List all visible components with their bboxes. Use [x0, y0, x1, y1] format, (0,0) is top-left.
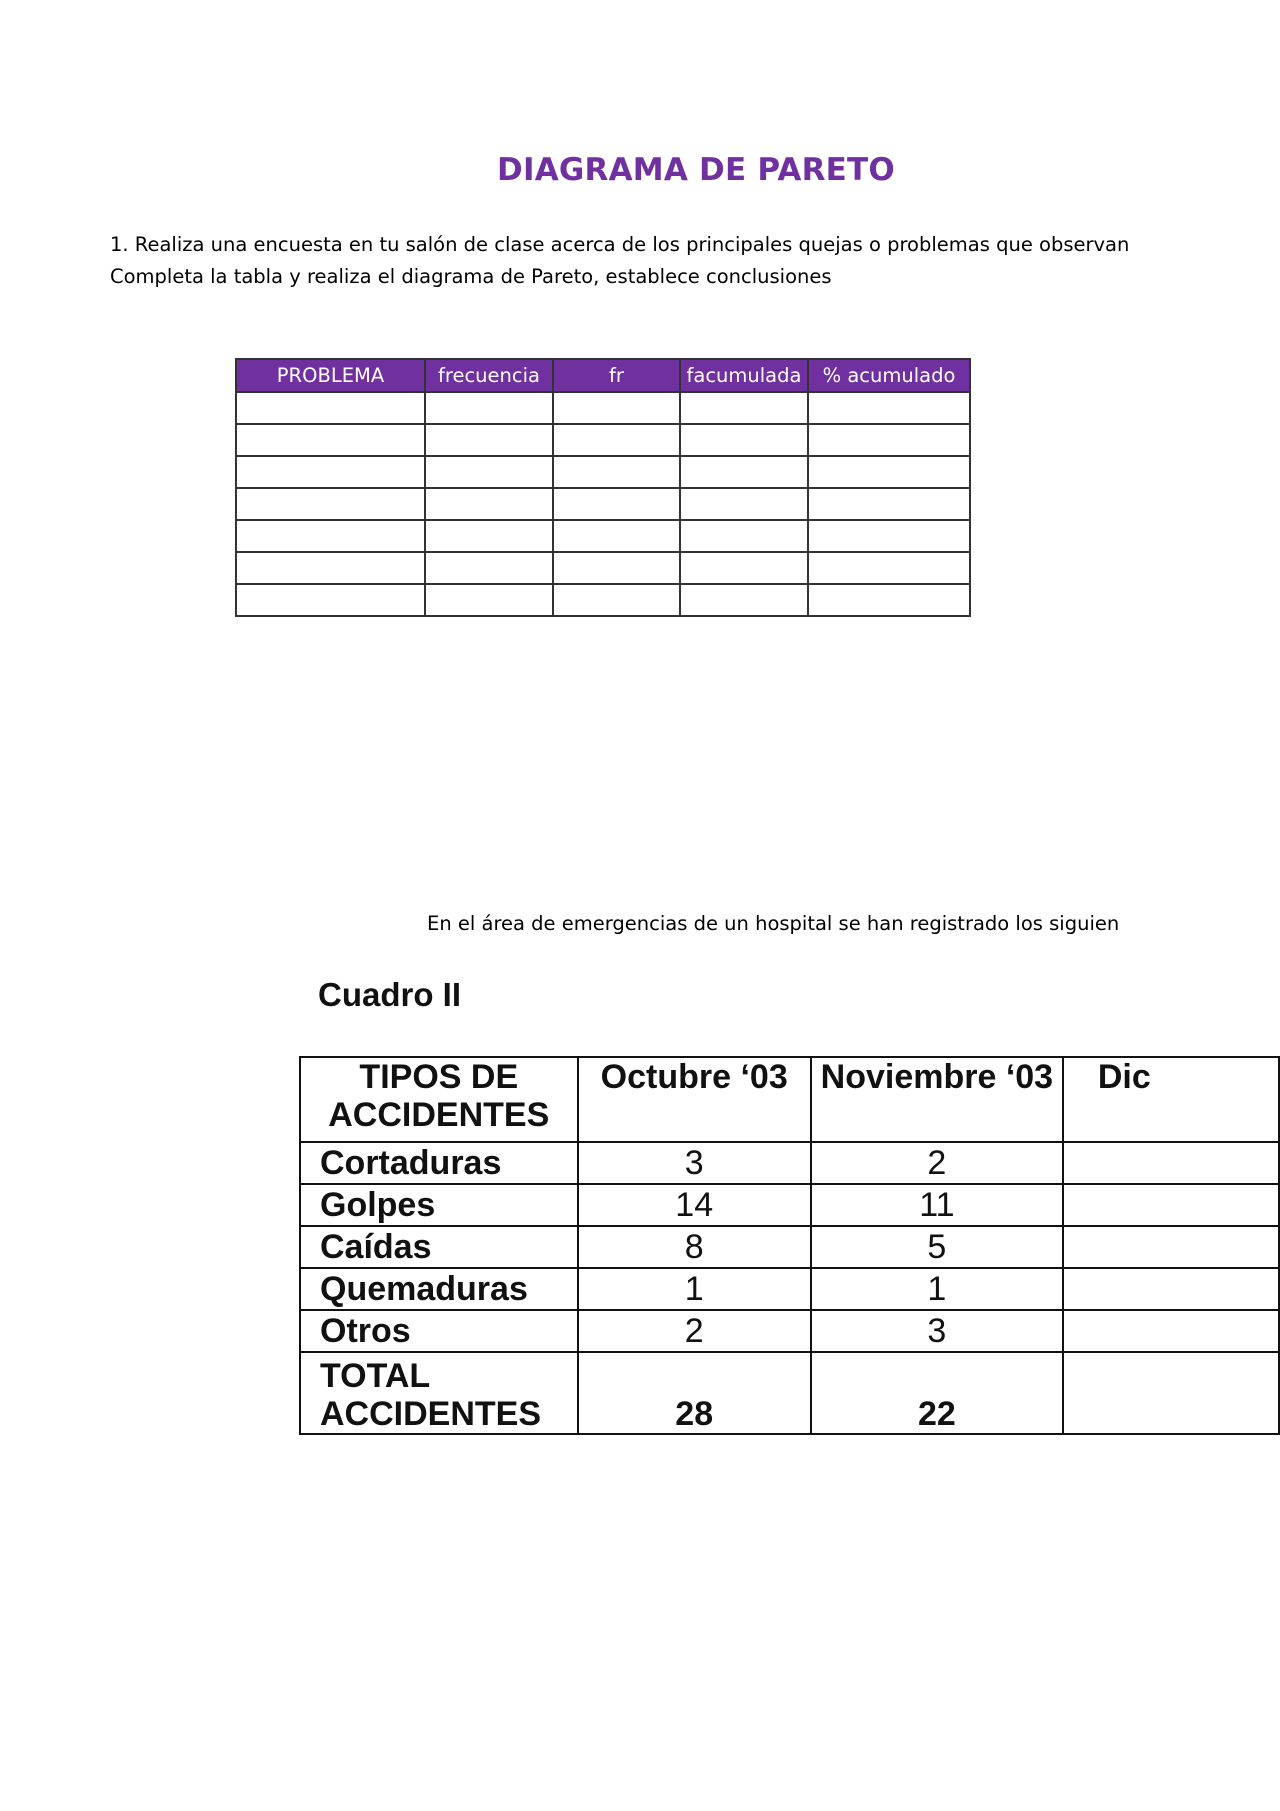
table-cell[interactable] [553, 392, 680, 424]
header-tipos-de-accidentes [300, 1057, 578, 1142]
accident-type: Quemaduras [300, 1268, 578, 1310]
december-value [1063, 1268, 1279, 1310]
table-cell[interactable] [680, 456, 808, 488]
october-value: 3 [578, 1142, 811, 1184]
october-value: 2 [578, 1310, 811, 1352]
accident-type: Caídas [300, 1226, 578, 1268]
table-cell[interactable] [808, 552, 970, 584]
table-cell[interactable] [808, 584, 970, 616]
cuadro-caption: Cuadro II [318, 976, 462, 1013]
frequency-table-header-row [236, 359, 970, 392]
table-cell[interactable] [236, 456, 425, 488]
header-porcentaje-acumulado: % acumulado [808, 359, 970, 392]
total-label [300, 1352, 578, 1434]
table-cell[interactable] [680, 552, 808, 584]
header-fr: fr [553, 359, 680, 392]
accident-type: Cortaduras [300, 1142, 578, 1184]
december-total [1063, 1352, 1279, 1434]
table-row [236, 488, 970, 520]
table-cell[interactable] [680, 520, 808, 552]
table-cell[interactable] [553, 552, 680, 584]
table-row [236, 456, 970, 488]
november-value: 11 [811, 1184, 1063, 1226]
table-row [236, 584, 970, 616]
accident-type: Otros [300, 1310, 578, 1352]
october-total: 28 [578, 1352, 811, 1434]
instruction-line-2: Completa la tabla y realiza el diagrama de Pareto, establece conclusiones [110, 265, 832, 288]
table-cell[interactable] [808, 456, 970, 488]
table-cell[interactable] [236, 392, 425, 424]
table-cell[interactable] [425, 456, 553, 488]
table-row [236, 520, 970, 552]
table-cell[interactable] [236, 552, 425, 584]
table-cell[interactable] [680, 424, 808, 456]
table-row [236, 552, 970, 584]
october-value: 1 [578, 1268, 811, 1310]
table-cell[interactable] [680, 584, 808, 616]
october-value: 14 [578, 1184, 811, 1226]
table-cell[interactable] [808, 392, 970, 424]
november-value: 3 [811, 1310, 1063, 1352]
accident-type: Golpes [300, 1184, 578, 1226]
december-value [1063, 1226, 1279, 1268]
total-label-line-2: ACCIDENTES [320, 1395, 542, 1433]
table-row [300, 1310, 1279, 1352]
table-cell[interactable] [236, 584, 425, 616]
hospital-intro-text: En el área de emergencias de un hospital se han registrado los siguien [427, 912, 1120, 935]
december-value [1063, 1184, 1279, 1226]
table-row [300, 1184, 1279, 1226]
table-cell[interactable] [553, 584, 680, 616]
page-title: DIAGRAMA DE PARETO [497, 152, 895, 188]
instruction-line-1: 1. Realiza una encuesta en tu salón de clase acerca de los principales quejas o problemas que observan [110, 233, 1130, 256]
header-octubre: Octubre ‘03 [578, 1057, 811, 1142]
table-cell[interactable] [808, 424, 970, 456]
header-noviembre: Noviembre ‘03 [811, 1057, 1063, 1142]
accidents-header-row [300, 1057, 1279, 1142]
header-type-line-2: ACCIDENTES [328, 1096, 550, 1134]
total-label-line-1: TOTAL [320, 1357, 431, 1395]
accidents-table [299, 1056, 1280, 1435]
table-cell[interactable] [553, 488, 680, 520]
table-cell[interactable] [680, 488, 808, 520]
november-total: 22 [811, 1352, 1063, 1434]
november-value: 1 [811, 1268, 1063, 1310]
table-row [236, 392, 970, 424]
table-cell[interactable] [236, 520, 425, 552]
header-problema: PROBLEMA [236, 359, 425, 392]
table-cell[interactable] [236, 488, 425, 520]
table-cell[interactable] [553, 424, 680, 456]
table-row [300, 1142, 1279, 1184]
table-cell[interactable] [236, 424, 425, 456]
november-value: 2 [811, 1142, 1063, 1184]
frequency-table [235, 358, 971, 617]
table-row [300, 1226, 1279, 1268]
table-cell[interactable] [553, 520, 680, 552]
november-value: 5 [811, 1226, 1063, 1268]
total-row [300, 1352, 1279, 1434]
header-type-line-1: TIPOS DE [359, 1058, 519, 1096]
october-value: 8 [578, 1226, 811, 1268]
table-cell[interactable] [680, 392, 808, 424]
table-cell[interactable] [808, 520, 970, 552]
table-cell[interactable] [553, 456, 680, 488]
table-row [236, 424, 970, 456]
table-row [300, 1268, 1279, 1310]
table-cell[interactable] [425, 392, 553, 424]
table-cell[interactable] [425, 424, 553, 456]
table-cell[interactable] [425, 584, 553, 616]
table-cell[interactable] [808, 488, 970, 520]
table-cell[interactable] [425, 520, 553, 552]
table-cell[interactable] [425, 552, 553, 584]
december-value [1063, 1142, 1279, 1184]
table-cell[interactable] [425, 488, 553, 520]
header-facumulada: facumulada [680, 359, 808, 392]
december-value [1063, 1310, 1279, 1352]
header-diciembre: Dic [1063, 1057, 1279, 1142]
header-frecuencia: frecuencia [425, 359, 553, 392]
